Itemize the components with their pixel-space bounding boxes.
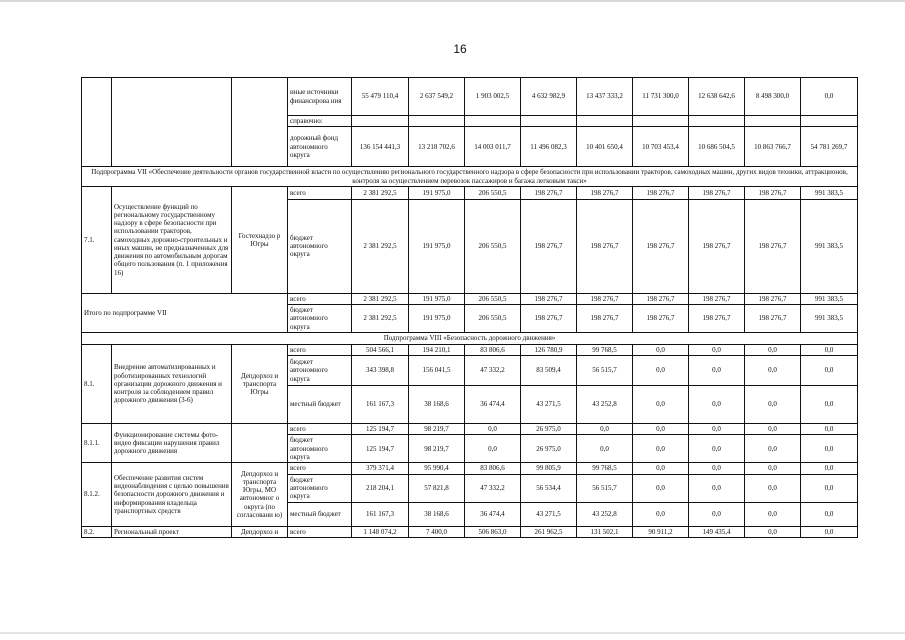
cell-exec: Депдорхоз и транспорта Югры bbox=[232, 344, 288, 423]
cell-value: 38 168,6 bbox=[409, 386, 465, 424]
cell-value: 198 276,7 bbox=[521, 293, 577, 304]
cell-num bbox=[82, 78, 112, 167]
cell-value: 26 975,0 bbox=[521, 424, 577, 435]
cell-source: бюджет автономного округа bbox=[288, 435, 352, 463]
table-row bbox=[82, 526, 858, 537]
table-row bbox=[82, 293, 858, 304]
cell-value: 4 632 982,9 bbox=[521, 78, 577, 116]
cell-value: 2 637 549,2 bbox=[409, 78, 465, 116]
cell-value: 198 276,7 bbox=[633, 199, 689, 293]
cell-value: 0,0 bbox=[745, 386, 801, 424]
cell-num: 8.2. bbox=[82, 526, 112, 537]
scan-bottom-edge bbox=[0, 632, 905, 634]
cell-value: 47 332,2 bbox=[465, 474, 521, 502]
cell-value: 83 806,6 bbox=[465, 463, 521, 474]
cell-source: всего bbox=[288, 424, 352, 435]
cell-exec: Гостехнадзо р Югры bbox=[232, 186, 288, 293]
cell-value: 56 515,7 bbox=[577, 474, 633, 502]
cell-value: 12 638 642,6 bbox=[689, 78, 745, 116]
cell-value: 206 550,5 bbox=[465, 199, 521, 293]
cell-name: Внедрение автоматизированных и роботизированных технологий организации дорожного движения и контроля за соблюдением правил дорожного движения (3-6) bbox=[112, 344, 232, 423]
scan-top-edge bbox=[0, 0, 905, 2]
subprogram-title: Подпрограмма VII «Обеспечение деятельности органов государственной власти по осуществлению регионального государственного надзора в сфере безопасности при использовании тракторов, самоходных машин, других видов техники, аттракционов, контроля за осуществлением перевозок пассажиров и багажа легковым такси» bbox=[82, 167, 858, 187]
cell-value: 13 437 333,2 bbox=[577, 78, 633, 116]
cell-value: 379 371,4 bbox=[352, 463, 409, 474]
cell-source: всего bbox=[288, 344, 352, 355]
cell-value: 0,0 bbox=[633, 474, 689, 502]
cell-value: 198 276,7 bbox=[577, 199, 633, 293]
cell-value: 56 534,4 bbox=[521, 474, 577, 502]
cell-value: 136 154 441,3 bbox=[352, 127, 409, 167]
cell-value: 26 975,0 bbox=[521, 435, 577, 463]
cell-source: всего bbox=[288, 463, 352, 474]
cell-value: 506 863,0 bbox=[465, 526, 521, 537]
cell-value: 0,0 bbox=[801, 474, 858, 502]
cell-value: 0,0 bbox=[633, 424, 689, 435]
cell-value: 0,0 bbox=[465, 424, 521, 435]
cell-value: 0,0 bbox=[745, 502, 801, 526]
cell-value: 0,0 bbox=[801, 344, 858, 355]
cell-value: 47 332,2 bbox=[465, 356, 521, 386]
cell-source: бюджет автономного округа bbox=[288, 305, 352, 333]
cell-value: 206 550,5 bbox=[465, 186, 521, 199]
cell-value: 0,0 bbox=[633, 502, 689, 526]
cell-value: 0,0 bbox=[801, 502, 858, 526]
cell-value: 10 401 650,4 bbox=[577, 127, 633, 167]
cell-value: 98 219,7 bbox=[409, 424, 465, 435]
cell-value: 1 903 002,5 bbox=[465, 78, 521, 116]
table-row bbox=[82, 186, 858, 199]
cell-value: 2 381 292,5 bbox=[352, 199, 409, 293]
table-row bbox=[82, 463, 858, 474]
cell-value: 198 276,7 bbox=[577, 305, 633, 333]
cell-value: 194 210,1 bbox=[409, 344, 465, 355]
cell-value: 1 148 074,2 bbox=[352, 526, 409, 537]
cell-value: 504 566,1 bbox=[352, 344, 409, 355]
total-label: Итого по подпрограмме VII bbox=[82, 293, 288, 332]
table-body bbox=[82, 78, 858, 538]
cell-value: 43 271,5 bbox=[521, 502, 577, 526]
cell-value: 0,0 bbox=[801, 424, 858, 435]
cell-value: 0,0 bbox=[801, 386, 858, 424]
cell-source: бюджет автономного округа bbox=[288, 199, 352, 293]
cell-value: 198 276,7 bbox=[633, 293, 689, 304]
cell-exec: Депдорхоз и транспорта Югры, МО автономног о округа (по согласовани ю) bbox=[232, 463, 288, 526]
cell-value: 57 821,8 bbox=[409, 474, 465, 502]
cell-value: 0,0 bbox=[633, 344, 689, 355]
cell-source: всего bbox=[288, 526, 352, 537]
cell-value: 0,0 bbox=[689, 344, 745, 355]
cell-value: 56 515,7 bbox=[577, 356, 633, 386]
cell-value: 0,0 bbox=[689, 463, 745, 474]
table-row bbox=[82, 424, 858, 435]
cell-value: 0,0 bbox=[745, 356, 801, 386]
cell-value: 43 252,8 bbox=[577, 502, 633, 526]
cell-value: 125 194,7 bbox=[352, 435, 409, 463]
cell-value: 10 703 453,4 bbox=[633, 127, 689, 167]
cell-value: 0,0 bbox=[633, 435, 689, 463]
table-row bbox=[82, 344, 858, 355]
cell-value: 206 550,5 bbox=[465, 305, 521, 333]
cell-source: дорожный фонд автономного округа bbox=[288, 127, 352, 167]
cell-num: 8.1. bbox=[82, 344, 112, 423]
cell-value: 38 168,6 bbox=[409, 502, 465, 526]
cell-value: 0,0 bbox=[801, 526, 858, 537]
cell-value: 149 435,4 bbox=[689, 526, 745, 537]
cell-value: 11 731 300,0 bbox=[633, 78, 689, 116]
cell-value: 198 276,7 bbox=[521, 199, 577, 293]
cell-num: 8.1.2. bbox=[82, 463, 112, 526]
cell-value: 0,0 bbox=[745, 526, 801, 537]
cell-value: 2 381 292,5 bbox=[352, 186, 409, 199]
cell-value: 198 276,7 bbox=[689, 186, 745, 199]
cell-value: 191 975,0 bbox=[409, 293, 465, 304]
cell-value: 343 398,8 bbox=[352, 356, 409, 386]
cell-value: 991 383,5 bbox=[801, 199, 858, 293]
cell-value: 991 383,5 bbox=[801, 293, 858, 304]
cell-value: 218 204,1 bbox=[352, 474, 409, 502]
subprogram-title: Подпрограмма VIII «Безопасность дорожного движения» bbox=[82, 332, 858, 344]
cell-value: 54 781 269,7 bbox=[801, 127, 858, 167]
cell-value: 83 806,6 bbox=[465, 344, 521, 355]
cell-value: 95 990,4 bbox=[409, 463, 465, 474]
cell-value: 43 252,8 bbox=[577, 386, 633, 424]
cell-value: 261 962,5 bbox=[521, 526, 577, 537]
cell-value: 14 003 011,7 bbox=[465, 127, 521, 167]
cell-value: 0,0 bbox=[745, 463, 801, 474]
cell-value: 0,0 bbox=[689, 435, 745, 463]
cell-value: 13 218 702,6 bbox=[409, 127, 465, 167]
cell-value: 0,0 bbox=[745, 344, 801, 355]
cell-value: 191 975,0 bbox=[409, 305, 465, 333]
cell-value: 99 768,5 bbox=[577, 463, 633, 474]
cell-value: 0,0 bbox=[577, 424, 633, 435]
cell-value: 198 276,7 bbox=[689, 305, 745, 333]
cell-value: 99 768,5 bbox=[577, 344, 633, 355]
cell-value: 43 271,5 bbox=[521, 386, 577, 424]
cell-value: 0,0 bbox=[633, 386, 689, 424]
cell-value: 198 276,7 bbox=[745, 199, 801, 293]
cell-value: 36 474,4 bbox=[465, 386, 521, 424]
cell-value: 198 276,7 bbox=[689, 293, 745, 304]
cell-value: 0,0 bbox=[801, 78, 858, 116]
cell-value: 10 686 504,5 bbox=[689, 127, 745, 167]
cell-name: Осуществление функций по региональному государственному надзору в сфере безопасности при использовании тракторов, самоходных дорожно-строительных и иных машин, не предназначенных для движения по автомобильным дорогам общего пользования (п. 1 приложения 16) bbox=[112, 186, 232, 293]
cell-value: 2 381 292,5 bbox=[352, 293, 409, 304]
cell-value: 198 276,7 bbox=[689, 199, 745, 293]
cell-value: 0,0 bbox=[689, 356, 745, 386]
cell-value: 0,0 bbox=[745, 435, 801, 463]
cell-name: Функционирование системы фото-видео фиксации нарушения правил дорожного движения bbox=[112, 424, 232, 463]
cell-value: 0,0 bbox=[689, 502, 745, 526]
cell-value: 0,0 bbox=[577, 435, 633, 463]
cell-value: 0,0 bbox=[689, 386, 745, 424]
cell-value: 36 474,4 bbox=[465, 502, 521, 526]
cell-value: 0,0 bbox=[689, 424, 745, 435]
cell-value: 191 975,0 bbox=[409, 199, 465, 293]
cell-value: 99 805,9 bbox=[521, 463, 577, 474]
cell-value: 191 975,0 bbox=[409, 186, 465, 199]
cell-value: 8 498 300,0 bbox=[745, 78, 801, 116]
cell-value: 198 276,7 bbox=[633, 186, 689, 199]
cell-source: иные источники финансирова ния bbox=[288, 78, 352, 116]
financing-table bbox=[81, 77, 858, 538]
cell-name: Региональный проект bbox=[112, 526, 232, 537]
cell-value: 131 502,1 bbox=[577, 526, 633, 537]
subprogram-header-row bbox=[82, 167, 858, 187]
cell-value: 98 219,7 bbox=[409, 435, 465, 463]
cell-value: 991 383,5 bbox=[801, 305, 858, 333]
cell-value: 0,0 bbox=[801, 356, 858, 386]
cell-value: 2 381 292,5 bbox=[352, 305, 409, 333]
cell-num: 7.1. bbox=[82, 186, 112, 293]
cell-source: справочно: bbox=[288, 116, 352, 127]
cell-value: 161 167,3 bbox=[352, 386, 409, 424]
cell-value: 125 194,7 bbox=[352, 424, 409, 435]
cell-value: 198 276,7 bbox=[577, 186, 633, 199]
cell-value: 10 863 766,7 bbox=[745, 127, 801, 167]
cell-value: 0,0 bbox=[465, 435, 521, 463]
cell-value: 198 276,7 bbox=[521, 305, 577, 333]
cell-value: 198 276,7 bbox=[577, 293, 633, 304]
cell-value: 206 550,5 bbox=[465, 293, 521, 304]
cell-value: 0,0 bbox=[633, 463, 689, 474]
cell-value: 0,0 bbox=[633, 356, 689, 386]
cell-value: 198 276,7 bbox=[521, 186, 577, 199]
cell-source: местный бюджет bbox=[288, 502, 352, 526]
cell-name: Обеспечение развития систем видеонаблюдения с целью повышения безопасности дорожного движения и информирования владельца транспортных средств bbox=[112, 463, 232, 526]
cell-value: 7 400,0 bbox=[409, 526, 465, 537]
cell-value: 126 780,9 bbox=[521, 344, 577, 355]
cell-value: 198 276,7 bbox=[745, 186, 801, 199]
cell-value: 198 276,7 bbox=[745, 305, 801, 333]
cell-source: всего bbox=[288, 186, 352, 199]
cell-exec: Депдорхоз и bbox=[232, 526, 288, 537]
cell-value: 198 276,7 bbox=[633, 305, 689, 333]
cell-value: 11 496 082,3 bbox=[521, 127, 577, 167]
cell-value: 55 479 110,4 bbox=[352, 78, 409, 116]
cell-value: 0,0 bbox=[801, 435, 858, 463]
cell-value: 0,0 bbox=[745, 424, 801, 435]
page-number: 16 bbox=[453, 42, 467, 56]
cell-value: 156 041,5 bbox=[409, 356, 465, 386]
cell-value: 0,0 bbox=[745, 474, 801, 502]
cell-value: 0,0 bbox=[689, 474, 745, 502]
cell-value: 0,0 bbox=[801, 463, 858, 474]
cell-value: 161 167,3 bbox=[352, 502, 409, 526]
cell-value: 991 383,5 bbox=[801, 186, 858, 199]
cell-value: 83 509,4 bbox=[521, 356, 577, 386]
cell-value: 90 911,2 bbox=[633, 526, 689, 537]
cell-value: 198 276,7 bbox=[745, 293, 801, 304]
cell-num: 8.1.1. bbox=[82, 424, 112, 463]
table-row bbox=[82, 78, 858, 116]
cell-exec bbox=[232, 78, 288, 167]
cell-source: бюджет автономного округа bbox=[288, 474, 352, 502]
cell-source: всего bbox=[288, 293, 352, 304]
cell-source: местный бюджет bbox=[288, 386, 352, 424]
cell-source: бюджет автономного округа bbox=[288, 356, 352, 386]
cell-exec bbox=[232, 424, 288, 463]
subprogram-header-row bbox=[82, 332, 858, 344]
cell-name bbox=[112, 78, 232, 167]
